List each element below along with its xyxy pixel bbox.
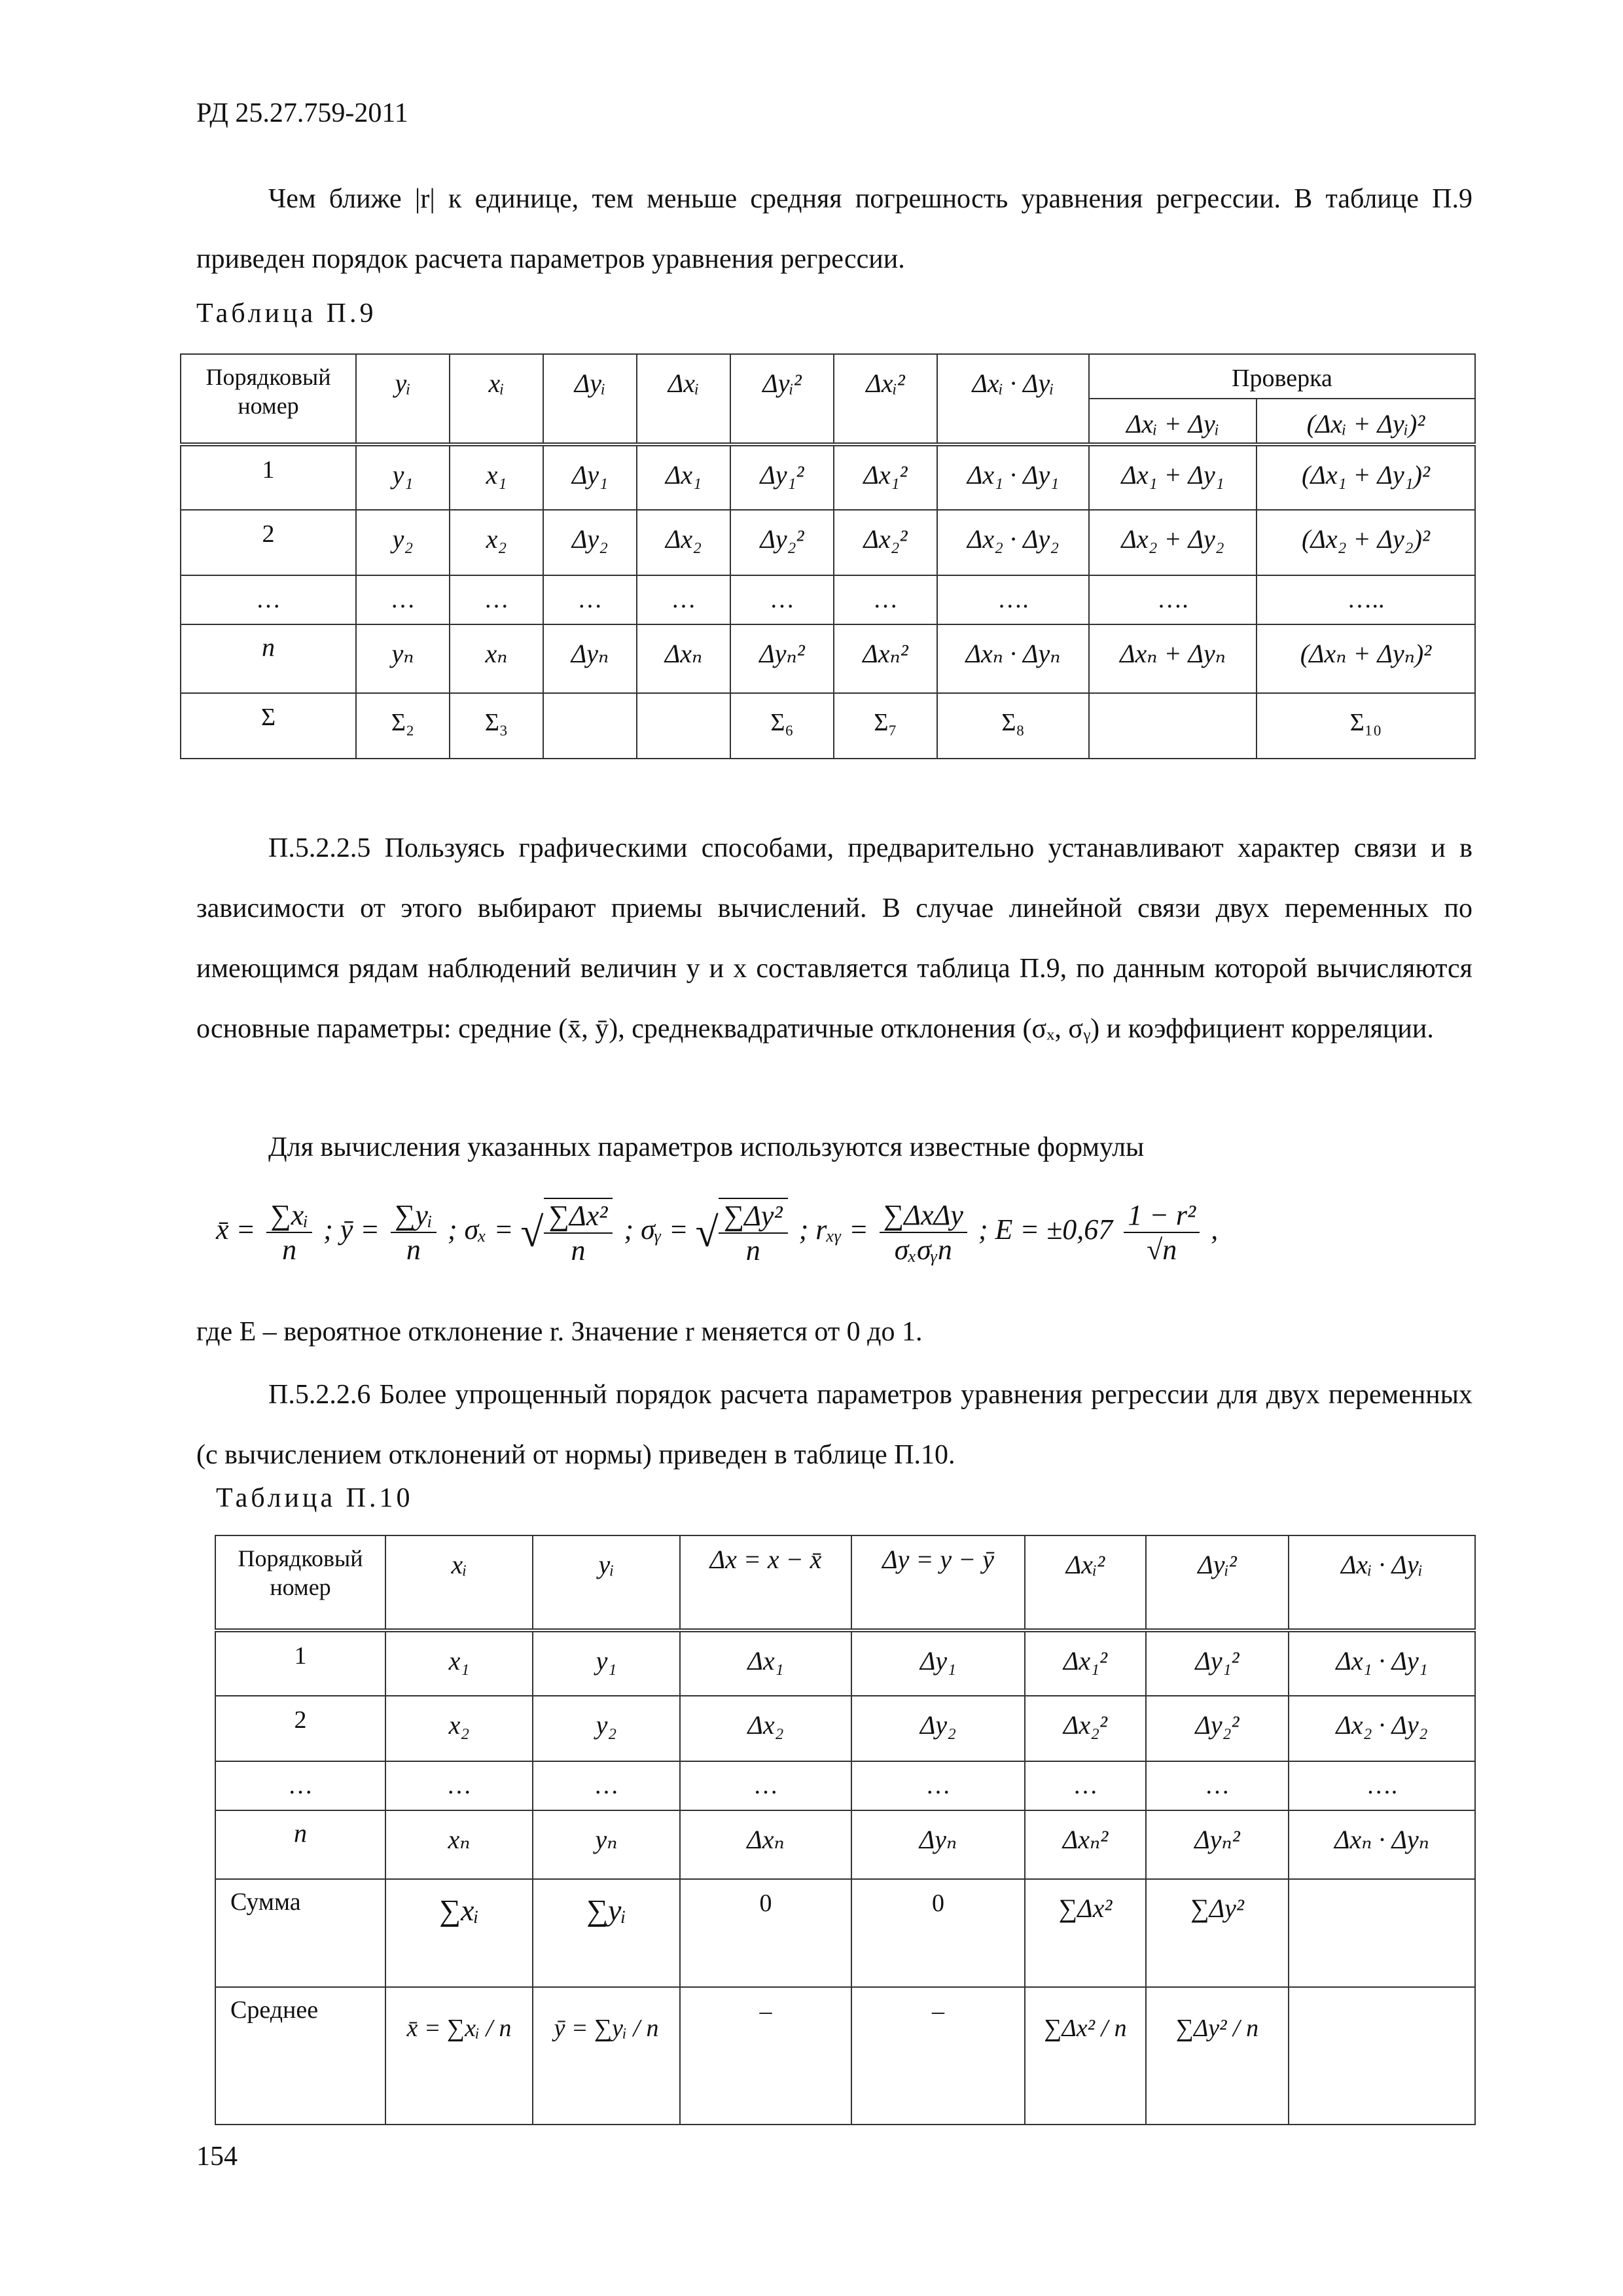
table-row xyxy=(215,1810,1475,1879)
table-cell: … xyxy=(834,575,937,624)
table-cell: … xyxy=(1146,1761,1289,1810)
table-cell xyxy=(1289,1987,1475,2125)
formula-numerator: ∑xᵢ xyxy=(266,1198,312,1233)
table-cell: Δyₙ² xyxy=(730,624,834,693)
table-cell: Σ₈ xyxy=(937,693,1089,759)
table-cell: Δy₂ xyxy=(543,510,637,575)
table-cell: Δx₁ · Δy₁ xyxy=(1289,1630,1475,1696)
table-cell: (Δx₁ + Δy₁)² xyxy=(1257,444,1475,510)
table-cell: y₁ xyxy=(356,444,450,510)
formula-denominator: n xyxy=(282,1234,297,1266)
table-10-head-dxdy: Δxᵢ · Δyᵢ xyxy=(1289,1535,1475,1630)
table-cell: Δx₁ · Δy₁ xyxy=(937,444,1089,510)
table-9-head-dxdy: Δxᵢ · Δyᵢ xyxy=(937,354,1089,444)
table-cell: … xyxy=(730,575,834,624)
table-10-head-dy: Δy = y − ȳ xyxy=(851,1535,1025,1630)
formula-mean-y xyxy=(391,1198,437,1266)
table-9-head-dy: Δyᵢ xyxy=(543,354,637,444)
table-cell: 2 xyxy=(215,1696,385,1761)
table-cell: …. xyxy=(1089,575,1257,624)
table-cell: Δx₁² xyxy=(1025,1630,1146,1696)
formula-sigma-y-lhs: ; σᵧ = xyxy=(624,1213,688,1246)
table-cell: Δx₁ + Δy₁ xyxy=(1089,444,1257,510)
table-cell: Δy₂² xyxy=(1146,1696,1289,1761)
table-row xyxy=(215,1696,1475,1761)
table-cell: Δx₁ xyxy=(680,1630,851,1696)
table-cell: Сумма xyxy=(215,1879,385,1987)
table-10-head-number: Порядковый номер xyxy=(215,1535,385,1630)
table-cell: … xyxy=(533,1761,680,1810)
table-cell: n xyxy=(215,1810,385,1879)
formula-r-lhs: ; rₓᵧ = xyxy=(798,1213,868,1246)
table-cell: … xyxy=(637,575,730,624)
formula-denominator: σₓσᵧn xyxy=(894,1234,952,1266)
table-row-sum xyxy=(215,1879,1475,1987)
table-10-head-dy2: Δyᵢ² xyxy=(1146,1535,1289,1630)
table-cell: Σ₆ xyxy=(730,693,834,759)
table-cell: Δyₙ² xyxy=(1146,1810,1289,1879)
table-cell: y₁ xyxy=(533,1630,680,1696)
table-cell: ∑Δy² xyxy=(1146,1879,1289,1987)
table-row xyxy=(181,575,1475,624)
table-cell: y₂ xyxy=(533,1696,680,1761)
table-cell: x₂ xyxy=(450,510,543,575)
table-cell: Δyₙ xyxy=(851,1810,1025,1879)
table-cell: Δxₙ · Δyₙ xyxy=(1289,1810,1475,1879)
table-cell: (Δxₙ + Δyₙ)² xyxy=(1257,624,1475,693)
document-code: РД 25.27.759-2011 xyxy=(196,98,408,128)
table-cell: 0 xyxy=(680,1879,851,1987)
formula-numerator: ∑Δy² xyxy=(719,1199,788,1234)
table-cell: … xyxy=(680,1761,851,1810)
table-cell: Δxₙ² xyxy=(834,624,937,693)
table-cell: ….. xyxy=(1257,575,1475,624)
table-row xyxy=(181,624,1475,693)
table-cell: ∑Δy² / n xyxy=(1146,1987,1289,2125)
table-cell: x₁ xyxy=(450,444,543,510)
table-cell: xₙ xyxy=(450,624,543,693)
table-cell: Δx₂² xyxy=(1025,1696,1146,1761)
table-cell: Δy₁ xyxy=(851,1630,1025,1696)
page-number: 154 xyxy=(196,2142,238,2172)
table-cell: yₙ xyxy=(356,624,450,693)
table-cell: y₂ xyxy=(356,510,450,575)
paragraph-5-2-2-6: П.5.2.2.6 Более упрощенный порядок расчета параметров уравнения регрессии для двух переменных (с вычислением отклонений от нормы) приведен в таблице П.10. xyxy=(196,1380,1472,1470)
table-cell: Δy₁² xyxy=(730,444,834,510)
table-cell: ∑Δx² / n xyxy=(1025,1987,1146,2125)
formula-mean-y-lhs: ; ȳ = xyxy=(323,1213,380,1246)
formula-numerator: 1 − r² xyxy=(1124,1198,1200,1233)
table-cell: Δx₂ xyxy=(637,510,730,575)
formula-e xyxy=(1124,1198,1200,1266)
table-cell: Σ xyxy=(181,693,356,759)
table-9-check-sum: Δxᵢ + Δyᵢ xyxy=(1089,399,1257,444)
table-cell xyxy=(543,693,637,759)
table-10-head-y: yᵢ xyxy=(533,1535,680,1630)
formula-e-lhs: ; E = ±0,67 xyxy=(978,1213,1113,1246)
table-cell: …. xyxy=(1289,1761,1475,1810)
table-cell: Δx₂ · Δy₂ xyxy=(1289,1696,1475,1761)
table-cell: Σ₇ xyxy=(834,693,937,759)
table-cell: … xyxy=(215,1761,385,1810)
table-cell: Δx₁ xyxy=(637,444,730,510)
table-9-head-dx: Δxᵢ xyxy=(637,354,730,444)
table-cell xyxy=(1289,1879,1475,1987)
table-cell: Δxₙ · Δyₙ xyxy=(937,624,1089,693)
table-cell: x₁ xyxy=(385,1630,533,1696)
table-9-caption: Таблица П.9 xyxy=(196,298,377,329)
table-cell: Δx₂ xyxy=(680,1696,851,1761)
table-row xyxy=(181,510,1475,575)
table-cell: … xyxy=(543,575,637,624)
table-cell: ∑Δx² xyxy=(1025,1879,1146,1987)
table-cell: 0 xyxy=(851,1879,1025,1987)
table-cell: – xyxy=(851,1987,1025,2125)
table-cell: Δx₂ · Δy₂ xyxy=(937,510,1089,575)
table-cell: Δy₁² xyxy=(1146,1630,1289,1696)
table-cell: Δx₂² xyxy=(834,510,937,575)
table-9-head-y: yᵢ xyxy=(356,354,450,444)
table-cell: n xyxy=(181,624,356,693)
formula-denominator: n xyxy=(745,1234,760,1266)
table-cell: ∑xᵢ xyxy=(385,1879,533,1987)
table-row-mean xyxy=(215,1987,1475,2125)
table-cell: ∑yᵢ xyxy=(533,1879,680,1987)
table-cell: 1 xyxy=(181,444,356,510)
table-9-header-row xyxy=(181,354,1475,399)
table-cell: Δxₙ xyxy=(637,624,730,693)
paragraph-5-2-2-5: П.5.2.2.5 Пользуясь графическими способами, предварительно устанавливают характер связи и в зависимости от этого выбирают приемы вычислений. В случае линейной связи двух переменных по имеющимся рядам наблюдений величин y и x составляется таблица П.9, по данным которой вычисляются основные параметры: средние (x̄, ȳ), среднеквадратичные отклонения (σₓ, σᵧ) и коэффициент корреляции. xyxy=(196,833,1472,1044)
table-row xyxy=(181,444,1475,510)
table-cell: xₙ xyxy=(385,1810,533,1879)
table-cell: … xyxy=(851,1761,1025,1810)
table-9 xyxy=(180,353,1476,759)
formula-sigma-x-lhs: ; σₓ = xyxy=(447,1213,514,1246)
table-row xyxy=(215,1761,1475,1810)
table-cell: … xyxy=(356,575,450,624)
table-10-head-dx: Δx = x − x̄ xyxy=(680,1535,851,1630)
table-9-head-number: Порядковый номер xyxy=(181,354,356,444)
where-line: где E – вероятное отклонение r. Значение r меняется от 0 до 1. xyxy=(196,1317,923,1347)
intro-paragraph: Чем ближе |r| к единице, тем меньше средняя погрешность уравнения регрессии. В таблице П.9 приведен порядок расчета параметров уравнения регрессии. xyxy=(196,184,1472,274)
formula-sigma-y xyxy=(719,1198,788,1267)
formula-numerator: ∑Δx² xyxy=(544,1199,613,1234)
formula-mean-x xyxy=(266,1198,312,1266)
formula-sigma-x xyxy=(544,1198,613,1267)
table-cell: yₙ xyxy=(533,1810,680,1879)
sqrt-icon: √ xyxy=(520,1209,544,1255)
table-row-sum xyxy=(181,693,1475,759)
formula-denominator: n xyxy=(406,1234,421,1266)
table-row xyxy=(215,1630,1475,1696)
formula-numerator: ∑ΔxΔy xyxy=(880,1198,967,1233)
formula-tail: , xyxy=(1211,1213,1219,1246)
table-cell xyxy=(1089,693,1257,759)
table-cell: Δxₙ² xyxy=(1025,1810,1146,1879)
table-cell: Σ₃ xyxy=(450,693,543,759)
table-cell: Среднее xyxy=(215,1987,385,2125)
table-cell: …. xyxy=(937,575,1089,624)
formula-mean-x-lhs: x̄ = xyxy=(216,1213,256,1246)
table-cell: … xyxy=(1025,1761,1146,1810)
table-10-caption: Таблица П.10 xyxy=(216,1483,414,1513)
table-cell: Σ₁₀ xyxy=(1257,693,1475,759)
table-cell: … xyxy=(385,1761,533,1810)
table-cell: Δyₙ xyxy=(543,624,637,693)
table-9-head-x: xᵢ xyxy=(450,354,543,444)
table-cell: Δxₙ + Δyₙ xyxy=(1089,624,1257,693)
table-cell: 1 xyxy=(215,1630,385,1696)
table-9-head-check: Проверка xyxy=(1089,354,1475,399)
table-10 xyxy=(215,1535,1476,2125)
table-cell: Δy₂² xyxy=(730,510,834,575)
table-cell: 2 xyxy=(181,510,356,575)
formulas-intro: Для вычисления указанных параметров используются известные формулы xyxy=(268,1132,1145,1162)
table-10-header-row xyxy=(215,1535,1475,1630)
table-cell: (Δx₂ + Δy₂)² xyxy=(1257,510,1475,575)
table-cell: … xyxy=(450,575,543,624)
table-cell: Δy₁ xyxy=(543,444,637,510)
formula-r xyxy=(880,1198,967,1266)
formula-denominator: √n xyxy=(1147,1234,1177,1266)
formula-numerator: ∑yᵢ xyxy=(391,1198,437,1233)
table-cell: – xyxy=(680,1987,851,2125)
table-cell: Σ₂ xyxy=(356,693,450,759)
table-cell: Δx₂ + Δy₂ xyxy=(1089,510,1257,575)
sqrt-icon: √ xyxy=(695,1209,719,1255)
table-cell: Δy₂ xyxy=(851,1696,1025,1761)
table-cell: … xyxy=(181,575,356,624)
table-9-head-dy2: Δyᵢ² xyxy=(730,354,834,444)
table-10-head-dx2: Δxᵢ² xyxy=(1025,1535,1146,1630)
table-cell: x̄ = ∑xᵢ / n xyxy=(385,1987,533,2125)
table-cell: x₂ xyxy=(385,1696,533,1761)
table-cell: ȳ = ∑yᵢ / n xyxy=(533,1987,680,2125)
table-9-check-square: (Δxᵢ + Δyᵢ)² xyxy=(1257,399,1475,444)
formula-line xyxy=(216,1198,1218,1267)
table-cell: Δxₙ xyxy=(680,1810,851,1879)
formula-denominator: n xyxy=(571,1234,586,1266)
table-cell: Δx₁² xyxy=(834,444,937,510)
table-cell xyxy=(637,693,730,759)
table-10-head-x: xᵢ xyxy=(385,1535,533,1630)
table-9-head-dx2: Δxᵢ² xyxy=(834,354,937,444)
